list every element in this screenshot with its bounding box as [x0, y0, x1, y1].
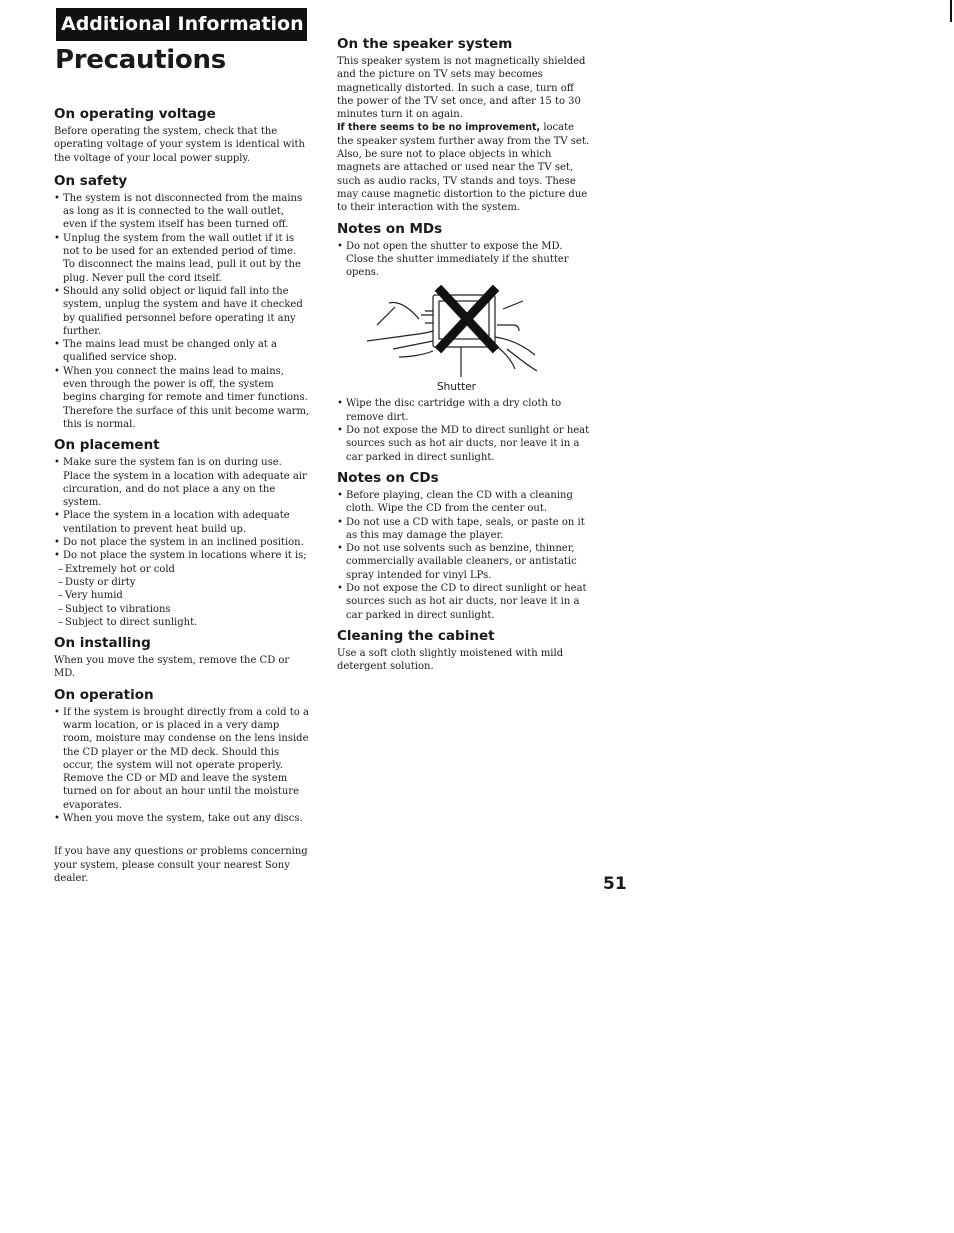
operation-item: • When you move the system, take out any discs. — [54, 812, 310, 825]
mds-item: • Do not expose the MD to direct sunlight or heat sources such as hot air ducts, nor leave it in a car parked in direct sunlight. — [337, 424, 593, 464]
page-number: 51 — [603, 874, 627, 894]
location-item: – Very humid — [58, 589, 310, 602]
placement-list — [54, 456, 310, 562]
safety-item: • The system is not disconnected from the mains as long as it is connected to the wall outlet, even if the system itself has been turned off. — [54, 192, 310, 232]
installing-text: When you move the system, remove the CD or MD. — [54, 655, 290, 680]
safety-item: • Should any solid object or liquid fall into the system, unplug the system and have it checked by qualified personnel before operating it any further. — [54, 285, 310, 338]
heading-placement: On placement — [54, 437, 160, 454]
heading-operating-voltage: On operating voltage — [54, 106, 216, 122]
speaker-text: This speaker system is not magnetically shielded and the picture on TV sets may becomes magnetically distorted. In such a case, turn off the power of the TV set once, and after 15 to 30 minutes turn it on again. — [337, 56, 586, 121]
page-title: Precautions — [55, 45, 226, 75]
section-notes-mds — [337, 221, 593, 464]
cds-item: • Do not use a CD with tape, seals, or paste on it as this may damage the player. — [337, 516, 593, 543]
heading-speaker-system: On the speaker system — [337, 36, 513, 52]
location-item: – Extremely hot or cold — [58, 563, 310, 576]
heading-notes-cds: Notes on CDs — [337, 469, 439, 486]
placement-item: • Make sure the system fan is on during use. Place the system in a location with adequate air circuration, and do not place a any on the system. — [54, 456, 310, 509]
section-placement — [54, 437, 310, 629]
operation-list — [54, 706, 310, 826]
section-operating-voltage — [54, 106, 310, 165]
speaker-text-2-body: locate the speaker system further away from the TV set. Also, be sure not to place objects in which magnets are attached or used near the TV set, such as audio racks, TV stands and toys. These may cause magnetic distortion to the picture due to their interaction with the system. — [337, 122, 590, 214]
cabinet-text: Use a soft cloth slightly moistened with mild detergent solution. — [337, 647, 564, 673]
placement-item: • Do not place the system in locations where it is; — [54, 549, 310, 562]
cds-item: • Before playing, clean the CD with a cleaning cloth. Wipe the CD from the center out. — [337, 489, 593, 516]
section-notes-cds — [337, 470, 593, 622]
operating-voltage-text: Before operating the system, check that the operating voltage of your system is identical with the voltage of your local power supply. — [54, 126, 305, 164]
safety-item: • The mains lead must be changed only at a qualified service shop. — [54, 338, 310, 365]
closing-text: If you have any questions or problems concerning your system, please consult your nearest Sony dealer. — [54, 846, 308, 884]
heading-safety: On safety — [54, 172, 128, 189]
unplug-note: To disconnect the mains lead, pull it out by the plug. Never pull the cord itself. — [63, 259, 301, 284]
section-safety — [54, 173, 310, 431]
safety-item: • When you connect the mains lead to mains, even through the power is off, the system begins charging for remote and timer functions. Therefore the surface of this unit become warm, this is normal. — [54, 365, 310, 431]
heading-notes-mds: Notes on MDs — [337, 220, 443, 237]
mds-item: • Wipe the disc cartridge with a dry cloth to remove dirt. — [337, 397, 593, 424]
right-column — [337, 36, 593, 678]
location-item: – Subject to vibrations — [58, 603, 310, 616]
mds-list-after — [337, 397, 593, 463]
section-speaker-system — [337, 36, 593, 215]
heading-operation: On operation — [54, 686, 154, 703]
placement-item: • Do not place the system in an inclined position. — [54, 536, 310, 549]
operation-item: • If the system is brought directly from a cold to a warm location, or is placed in a very damp room, moisture may condense on the lens inside the CD player or the MD deck. Should this occur, the system will not operate properly. Remove the CD or MD and leave the system turned on for about an hour until the moisture evaporates. — [54, 706, 310, 812]
cds-list — [337, 489, 593, 622]
md-shutter-illustration — [337, 285, 567, 385]
heading-cleaning-cabinet: Cleaning the cabinet — [337, 627, 495, 644]
safety-item — [54, 232, 310, 285]
left-column — [54, 106, 310, 885]
heading-installing: On installing — [54, 635, 151, 652]
mds-list-before — [337, 240, 593, 280]
placement-location-list — [54, 563, 310, 629]
safety-item-text: Unplug the system from the wall outlet if it is not to be used for an extended period of time. — [63, 232, 297, 258]
speaker-lead: If there seems to be no improvement, — [337, 122, 541, 134]
edge-mark — [950, 0, 952, 22]
cds-item: • Do not expose the CD to direct sunlight or heat sources such as hot air ducts, nor leave it in a car parked in direct sunlight. — [337, 582, 593, 622]
location-item: – Dusty or dirty — [58, 576, 310, 589]
section-installing — [54, 635, 310, 681]
speaker-text-2 — [337, 121, 593, 214]
section-banner: Additional Information — [56, 8, 307, 41]
safety-list — [54, 192, 310, 431]
md-shutter-figure — [337, 285, 567, 395]
figure-caption-shutter: Shutter — [437, 381, 476, 394]
mds-item: • Do not open the shutter to expose the MD. Close the shutter immediately if the shutter opens. — [337, 240, 593, 280]
section-operation — [54, 687, 310, 826]
cds-item: • Do not use solvents such as benzine, thinner, commercially available cleaners, or antistatic spray intended for vinyl LPs. — [337, 542, 593, 582]
location-item: – Subject to direct sunlight. — [58, 616, 310, 629]
placement-item: • Place the system in a location with adequate ventilation to prevent heat build up. — [54, 509, 310, 536]
section-cleaning-cabinet — [337, 628, 593, 674]
